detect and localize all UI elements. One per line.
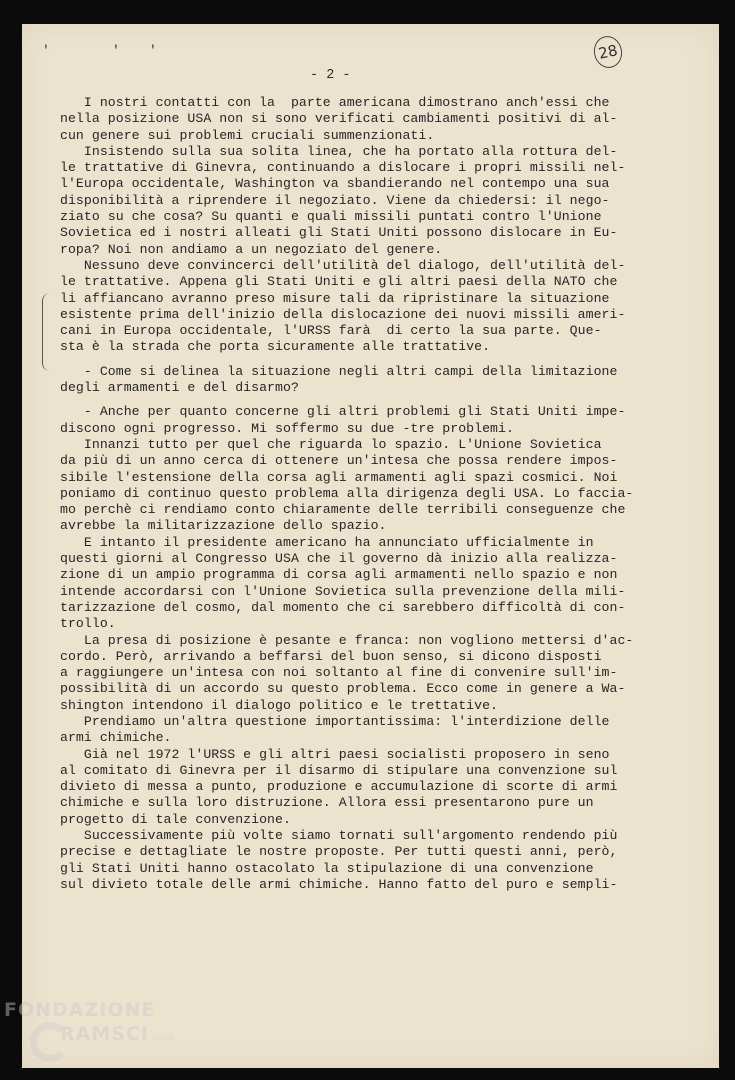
text-line: tarizzazione del cosmo, dal momento che ci sarebbero difficoltà di con- [60, 599, 626, 615]
text-line: questi giorni al Congresso USA che il governo dà inizio alla realizza- [60, 551, 618, 567]
text-line: sibile l'estensione della corsa agli armamenti agli spazi cosmici. Noi [60, 469, 618, 485]
text-line: progetto di tale convenzione. [60, 811, 291, 827]
text-line: divieto di messa a punto, produzione e accumulazione di scorte di armi [60, 779, 618, 795]
text-line: ziato su che cosa? Su quanti e quali missili puntati contro l'Unione [60, 209, 602, 225]
text-line: sta è la strada che porta sicuramente alle trattative. [60, 339, 491, 355]
text-line: chimiche e sulla loro distruzione. Allora essi presentarono pure un [60, 795, 594, 811]
text-line: l'Europa occidentale, Washington va sbandierando nel contempo una sua [60, 176, 610, 192]
text-line: cani in Europa occidentale, l'URSS farà di certo la sua parte. Que- [60, 323, 602, 339]
text-line: possibilità di un accordo su questo problema. Ecco come in genere a Wa- [60, 681, 626, 697]
text-line: trollo. [60, 616, 116, 632]
text-line: sul divieto totale delle armi chimiche. Hanno fatto del puro e sempli- [60, 876, 618, 892]
text-line: Successivamente più volte siamo tornati sull'argomento rendendo più [60, 828, 618, 844]
text-line: cordo. Però, arrivando a beffarsi del buon senso, si dicono disposti [60, 648, 602, 664]
text-line: zione di un ampio programma di corsa agli armamenti nello spazio e non [60, 567, 618, 583]
text-line: cun genere sui problemi cruciali summenzionati. [60, 127, 435, 143]
text-line: Prendiamo un'altra questione importantissima: l'interdizione delle [60, 713, 610, 729]
text-line: Innanzi tutto per quel che riguarda lo spazio. L'Unione Sovietica [60, 436, 602, 452]
text-line: al comitato di Ginevra per il disarmo di stipulare una convenzione sul [60, 762, 618, 778]
paragraph-gap [60, 356, 670, 364]
page-number: - 2 - [310, 68, 351, 83]
text-line: avrebbe la militarizzazione dello spazio. [60, 518, 387, 534]
text-line: - Come si delinea la situazione negli altri campi della limitazione [60, 363, 618, 379]
text-line: esistente prima dell'inizio della dislocazione dei nuovi missili ameri- [60, 306, 626, 322]
text-line: La presa di posizione è pesante e franca: non vogliono mettersi d'ac- [60, 632, 634, 648]
text-line: Sovietica ed i nostri alleati gli Stati Uniti possono dislocare in Eu- [60, 225, 618, 241]
text-line: li affiancano avranno preso misure tali da ripristinare la situazione [60, 290, 610, 306]
document-body [60, 95, 670, 893]
text-line: gli Stati Uniti hanno ostacolato la stipulazione di una convenzione [60, 860, 594, 876]
text-line: le trattative di Ginevra, continuando a dislocare i propri missili nel- [60, 160, 626, 176]
text-line: a raggiungere un'intesa con noi soltanto al fine di convenire sull'im- [60, 665, 618, 681]
margin-bracket-mark [42, 293, 57, 371]
text-line: degli armamenti e del disarmo? [60, 380, 299, 396]
text-line: le trattative. Appena gli Stati Uniti e gli altri paesi della NATO che [60, 274, 618, 290]
text-line: poniamo di continuo questo problema alla dirigenza degli USA. Lo faccia- [60, 485, 634, 501]
text-line: discono ogni progresso. Mi soffermo su due -tre problemi. [60, 420, 514, 436]
text-line: Insistendo sulla sua solita linea, che ha portato alla rottura del- [60, 143, 618, 159]
text-line: disponibilità a riprendere il negoziato. Viene da chiedersi: il nego- [60, 192, 610, 208]
folio-stamp: 28 [591, 33, 625, 70]
text-line: intende accordarsi con l'Unione Sovietica sulla prevenzione della mili- [60, 583, 626, 599]
text-line: ropa? Noi non andiamo a un negoziato del genere. [60, 241, 443, 257]
text-line: mo perchè ci rendiamo conto chiaramente delle terribili conseguenze che [60, 502, 626, 518]
watermark-line1: FONDAZIONE [4, 999, 156, 1021]
top-mark: ' [149, 43, 157, 58]
text-line: precise e dettagliate le nostre proposte. Per tutti questi anni, però, [60, 844, 618, 860]
text-line: Nessuno deve convincerci dell'utilità del dialogo, dell'utilità del- [60, 257, 626, 273]
text-line: armi chimiche. [60, 730, 172, 746]
watermark-logo-icon [30, 1022, 70, 1062]
text-line: - Anche per quanto concerne gli altri problemi gli Stati Uniti impe- [60, 404, 626, 420]
text-line: nella posizione USA non si sono verificati cambiamenti positivi di al- [60, 111, 618, 127]
watermark-line2: RAMSCI [60, 1023, 149, 1045]
text-line: shington intendono il dialogo politico e le trettative. [60, 697, 499, 713]
text-line: E intanto il presidente americano ha annunciato ufficialmente in [60, 534, 594, 550]
top-mark: ' [42, 43, 50, 58]
text-line: da più di un anno cerca di ottenere un'intesa che possa rendere impos- [60, 453, 618, 469]
text-line: I nostri contatti con la parte americana dimostrano anch'essi che [60, 95, 610, 110]
paragraph-gap [60, 396, 670, 404]
text-line: Già nel 1972 l'URSS e gli altri paesi socialisti proposero in seno [60, 746, 610, 762]
top-mark: ' [112, 43, 120, 58]
watermark-suffix: onlus [152, 1033, 175, 1042]
